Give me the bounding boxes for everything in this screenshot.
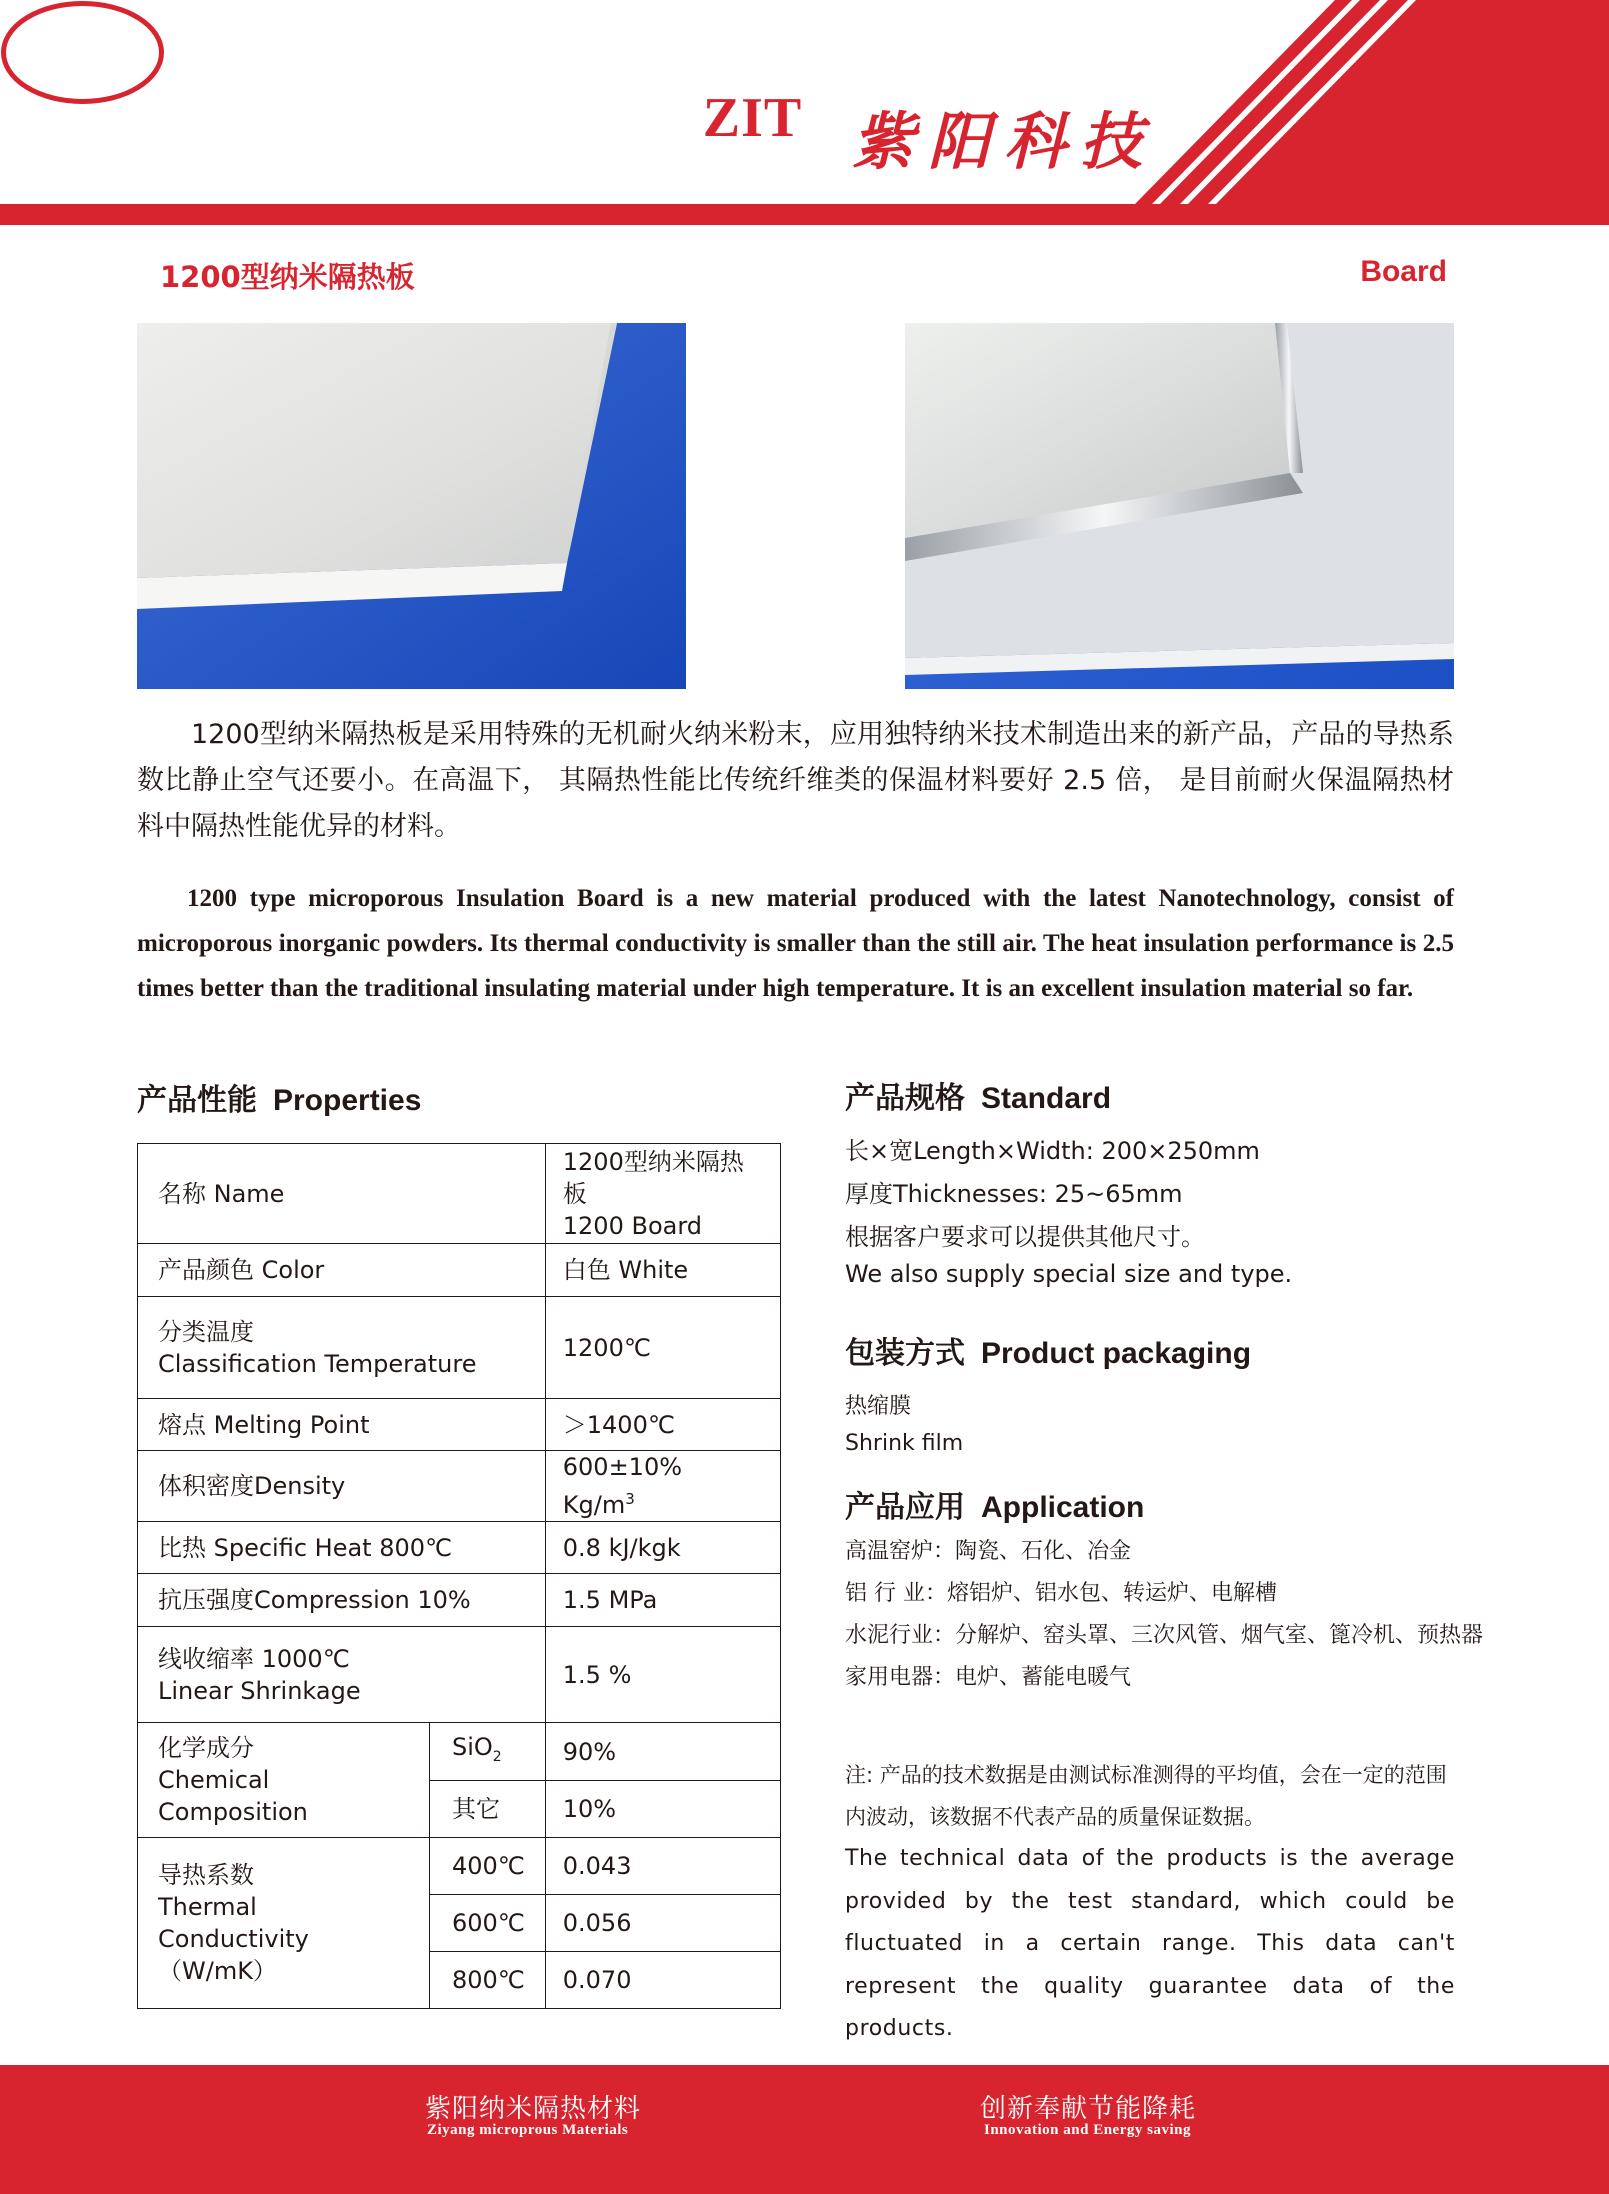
classification-temperature-label [138,1297,546,1399]
chemical-composition-label-en: Chemical Composition [158,1766,308,1826]
table-row [138,1297,781,1399]
melting-point-value: ＞1400℃ [545,1399,780,1451]
packaging-heading-en: Product packaging [981,1337,1252,1370]
logo-abbreviation: ZIT [702,87,803,149]
packaging-cn: 热缩膜 [845,1394,912,1419]
properties-heading-cn: 产品性能 [137,1083,257,1118]
note-en: The technical data of the products is the average provided by the test standard, which could be fluctuated in a certain range. This data can't represent the quality guarantee data of the products. [845,1846,1455,2041]
product-title-en: Board [1360,255,1447,288]
thermal-temp-400: 400℃ [430,1838,546,1895]
thermal-value-400: 0.043 [545,1838,780,1895]
standard-length-value: 200×250mm [1101,1137,1260,1165]
thermal-value-800: 0.070 [545,1952,780,2009]
standard-custom-en: We also supply special size and type. [845,1260,1293,1288]
properties-heading [137,1075,421,1119]
foil-wrapped-board-photo [905,323,1454,689]
company-name: 紫阳科技 [852,105,1157,178]
logo-oval-icon [0,0,165,105]
intro-paragraph-en: 1200 type microporous Insulation Board is a new material produced with the latest Nanotechnology, consist of microporous inorganic powders. Its thermal conductivity is smaller than the still air. The heat insulation performance is 2.5 times better than the traditional insulating material under high temperature. It is an excellent insulation material so far. [137,885,1454,1002]
white-board-photo [137,323,686,689]
linear-shrinkage-label [138,1627,546,1723]
linear-shrinkage-label-cn: 线收缩率 1000℃ [158,1644,350,1673]
intro-paragraph-cn: 1200型纳米隔热板是采用特殊的无机耐火纳米粉末，应用独特纳米技术制造出来的新产品，产品的导热系数比静止空气还要小。在高温下， 其隔热性能比传统纤维类的保温材料要好 2.5 倍， 是目前耐火保温隔热材料中隔热性能优异的材料。 [137,719,1454,842]
table-row [138,1144,781,1244]
standard-thickness-label: 厚度Thicknesses: [845,1180,1055,1208]
application-line: 高温窑炉：陶瓷、石化、冶金 [845,1539,1132,1564]
standard-heading-en: Standard [981,1082,1112,1115]
thermal-conductivity-label-en: Thermal Conductivity [158,1893,309,1953]
standard-heading-cn: 产品规格 [845,1081,965,1116]
thermal-temp-600: 600℃ [430,1895,546,1952]
table-row [138,1838,781,1895]
chem-component-other: 其它 [430,1781,546,1838]
footer-right-en: Innovation and Energy saving [984,2122,1191,2138]
page-header [0,0,1609,230]
table-row [138,1244,781,1297]
chem-component-sio2-text: SiO [452,1732,493,1761]
melting-point-label: 熔点 Melting Point [138,1399,546,1451]
specific-heat-value: 0.8 kJ/kgk [545,1522,780,1574]
density-value [545,1451,780,1522]
application-heading [845,1482,1144,1526]
thermal-conductivity-label [138,1838,430,2009]
color-label: 产品颜色 Color [138,1244,546,1297]
properties-table [137,1143,781,2009]
table-row [138,1399,781,1451]
classification-temperature-value: 1200℃ [545,1297,780,1399]
linear-shrinkage-value: 1.5 % [545,1627,780,1723]
standard-thickness [845,1174,1183,1209]
density-unit-superscript: 3 [625,1490,635,1508]
application-line: 铝 行 业：熔铝炉、铝水包、转运炉、电解槽 [845,1581,1277,1606]
application-line: 家用电器：电炉、蓄能电暖气 [845,1665,1132,1690]
name-label: 名称 Name [138,1144,546,1244]
table-row [138,1627,781,1723]
chem-value-other: 10% [545,1781,780,1838]
standard-length-label: 长×宽Length×Width: [845,1137,1102,1165]
table-row [138,1522,781,1574]
chem-value-sio2: 90% [545,1723,780,1781]
density-value-text: 600±10% Kg/m [562,1453,683,1519]
thermal-conductivity-label-cn: 导热系数 [158,1861,254,1889]
page-footer [0,2065,1609,2194]
density-label: 体积密度Density [138,1451,546,1522]
thermal-conductivity-unit: （W/mK） [158,1957,277,1985]
note-cn: 注: 产品的技术数据是由测试标准测得的平均值，会在一定的范围内波动，该数据不代表产品的质量保证数据。 [845,1763,1447,1829]
application-line: 水泥行业：分解炉、窑头罩、三次风管、烟气室、篦冷机、预热器 [845,1623,1484,1648]
standard-length-width [845,1131,1260,1166]
thermal-temp-800: 800℃ [430,1952,546,2009]
footer-right-cn: 创新奉献节能降耗 [980,2094,1197,2124]
chem-component-sio2 [430,1723,546,1781]
specific-heat-label: 比热 Specific Heat 800℃ [138,1522,546,1574]
compression-value: 1.5 MPa [545,1574,780,1627]
thermal-value-600: 0.056 [545,1895,780,1952]
table-row [138,1723,781,1781]
product-title-cn: 1200型纳米隔热板 [160,260,415,294]
standard-heading [845,1073,1111,1117]
name-value [545,1144,780,1244]
chemical-composition-label [138,1723,430,1838]
name-value-cn: 1200型纳米隔热板 [562,1147,744,1208]
packaging-en: Shrink film [845,1431,964,1456]
packaging-heading-cn: 包装方式 [845,1336,965,1371]
standard-thickness-value: 25~65mm [1054,1180,1183,1208]
table-row [138,1574,781,1627]
application-heading-en: Application [981,1491,1145,1524]
standard-custom-cn: 根据客户要求可以提供其他尺寸。 [845,1223,1205,1251]
chemical-composition-label-cn: 化学成分 [158,1734,254,1762]
footer-left-cn: 紫阳纳米隔热材料 [425,2094,642,2124]
classification-temperature-label-en: Classification Temperature [158,1349,477,1378]
table-row [138,1451,781,1522]
classification-temperature-label-cn: 分类温度 [158,1317,254,1346]
application-heading-cn: 产品应用 [845,1490,965,1525]
footer-left-en: Ziyang microprous Materials [427,2122,629,2138]
properties-heading-en: Properties [273,1084,422,1117]
name-value-en: 1200 Board [562,1211,703,1240]
chem-component-subscript: 2 [492,1748,502,1765]
packaging-heading [845,1328,1251,1372]
linear-shrinkage-label-en: Linear Shrinkage [158,1676,361,1705]
color-value: 白色 White [545,1244,780,1297]
compression-label: 抗压强度Compression 10% [138,1574,546,1627]
